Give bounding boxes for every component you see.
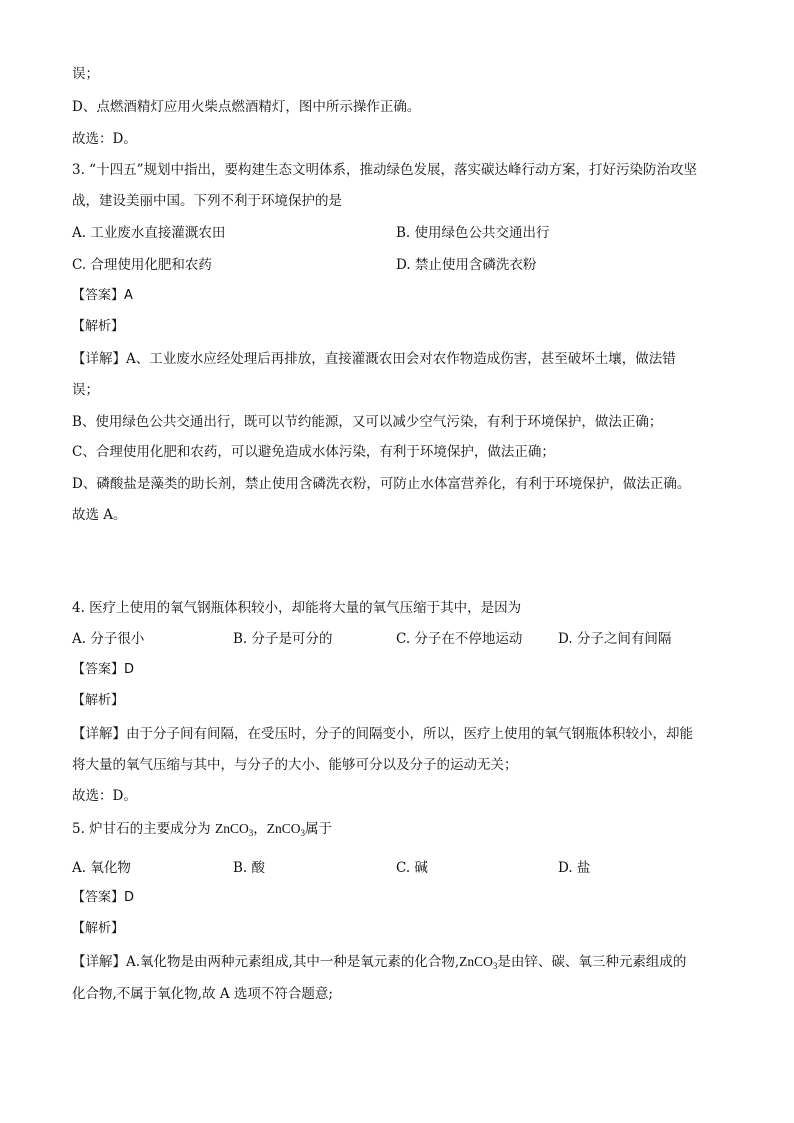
q4-analysis-label: 【解析】 [72, 693, 125, 708]
q3-detail: C、合理使用化肥和农药，可以避免造成水体污染，有利于环境保护，做法正确； [72, 444, 555, 460]
q4-detail: 【详解】由于分子间有间隔，在受压时，分子的间隔变小，所以，医疗上使用的氧气钢瓶体积较小，却能 [72, 726, 693, 742]
q5-analysis-label: 【解析】 [72, 921, 125, 936]
q5-stem-text: 属于 [304, 821, 332, 837]
q4-option-b: B. 分子是可分的 [233, 631, 333, 647]
q5-stem [72, 819, 722, 839]
q4-choose: 故选：D。 [72, 788, 137, 804]
prev-text-line: 误； [72, 66, 99, 82]
q3-option-d: D. 禁止使用含磷洗衣粉 [396, 257, 537, 273]
q4-option-d: D. 分子之间有间隔 [558, 631, 672, 647]
q4-option-a: A. 分子很小 [72, 631, 145, 647]
q3-stem: 战，建设美丽中国。下列不利于环境保护的是 [72, 193, 342, 209]
q5-answer: 【答案】D [72, 890, 135, 905]
q5-detail: 化合物,不属于氧化物,故 A 选项不符合题意; [72, 986, 333, 1002]
q3-detail: 误； [72, 382, 99, 398]
chem-formula: ZnCO$_3$ [214, 821, 254, 838]
q5-stem-text: 5. 炉甘石的主要成分为 [72, 821, 215, 837]
q5-detail: 【详解】A.氧化物是由两种元素组成,其中一种是氧元素的化合物,ZnCO$_3$是由锌、碳、氧三种元素组成的 [72, 954, 687, 971]
chem-formula: ZnCO$_3$ [459, 954, 498, 971]
prev-choose-line: 故选：D。 [72, 131, 137, 147]
q3-option-a: A. 工业废水直接灌溉农田 [72, 225, 226, 241]
chem-formula: ZnCO$_3$ [266, 821, 305, 838]
q4-stem: 4. 医疗上使用的氧气钢瓶体积较小，却能将大量的氧气压缩于其中，是因为 [72, 600, 522, 616]
q5-option-b: B. 酸 [233, 860, 266, 876]
prev-text-line: D、点燃酒精灯应用火柴点燃酒精灯，图中所示操作正确。 [72, 99, 421, 115]
q5-option-a: A. 氧化物 [72, 860, 131, 876]
q3-detail: 【详解】A、工业废水应经处理后再排放，直接灌溉农田会对农作物造成伤害，甚至破坏土壤，做法错 [72, 351, 676, 367]
q5-stem-text: ， [253, 821, 267, 837]
q5-option-c: C. 碱 [396, 860, 428, 876]
q3-choose: 故选 A。 [72, 507, 127, 523]
q4-detail: 将大量的氧气压缩与其中，与分子的大小、能够可分以及分子的运动无关； [72, 757, 518, 773]
q3-detail: B、使用绿色公共交通出行，既可以节约能源，又可以减少空气污染，有利于环境保护，做法正确； [72, 414, 663, 430]
q4-option-c: C. 分子在不停地运动 [396, 631, 523, 647]
q5-option-d: D. 盐 [558, 860, 591, 876]
q4-answer: 【答案】D [72, 662, 135, 677]
q3-answer: 【答案】A [72, 288, 133, 303]
q3-detail: D、磷酸盐是藻类的助长剂，禁止使用含磷洗衣粉，可防止水体富营养化，有利于环境保护，做法正确。 [72, 476, 691, 492]
q3-option-c: C. 合理使用化肥和农药 [72, 257, 212, 273]
q3-analysis-label: 【解析】 [72, 319, 125, 334]
q3-option-b: B. 使用绿色公共交通出行 [396, 225, 550, 241]
q3-stem: 3. “十四五”规划中指出，要构建生态文明体系，推动绿色发展，落实碳达峰行动方案，打好污染防治攻坚 [72, 162, 697, 178]
